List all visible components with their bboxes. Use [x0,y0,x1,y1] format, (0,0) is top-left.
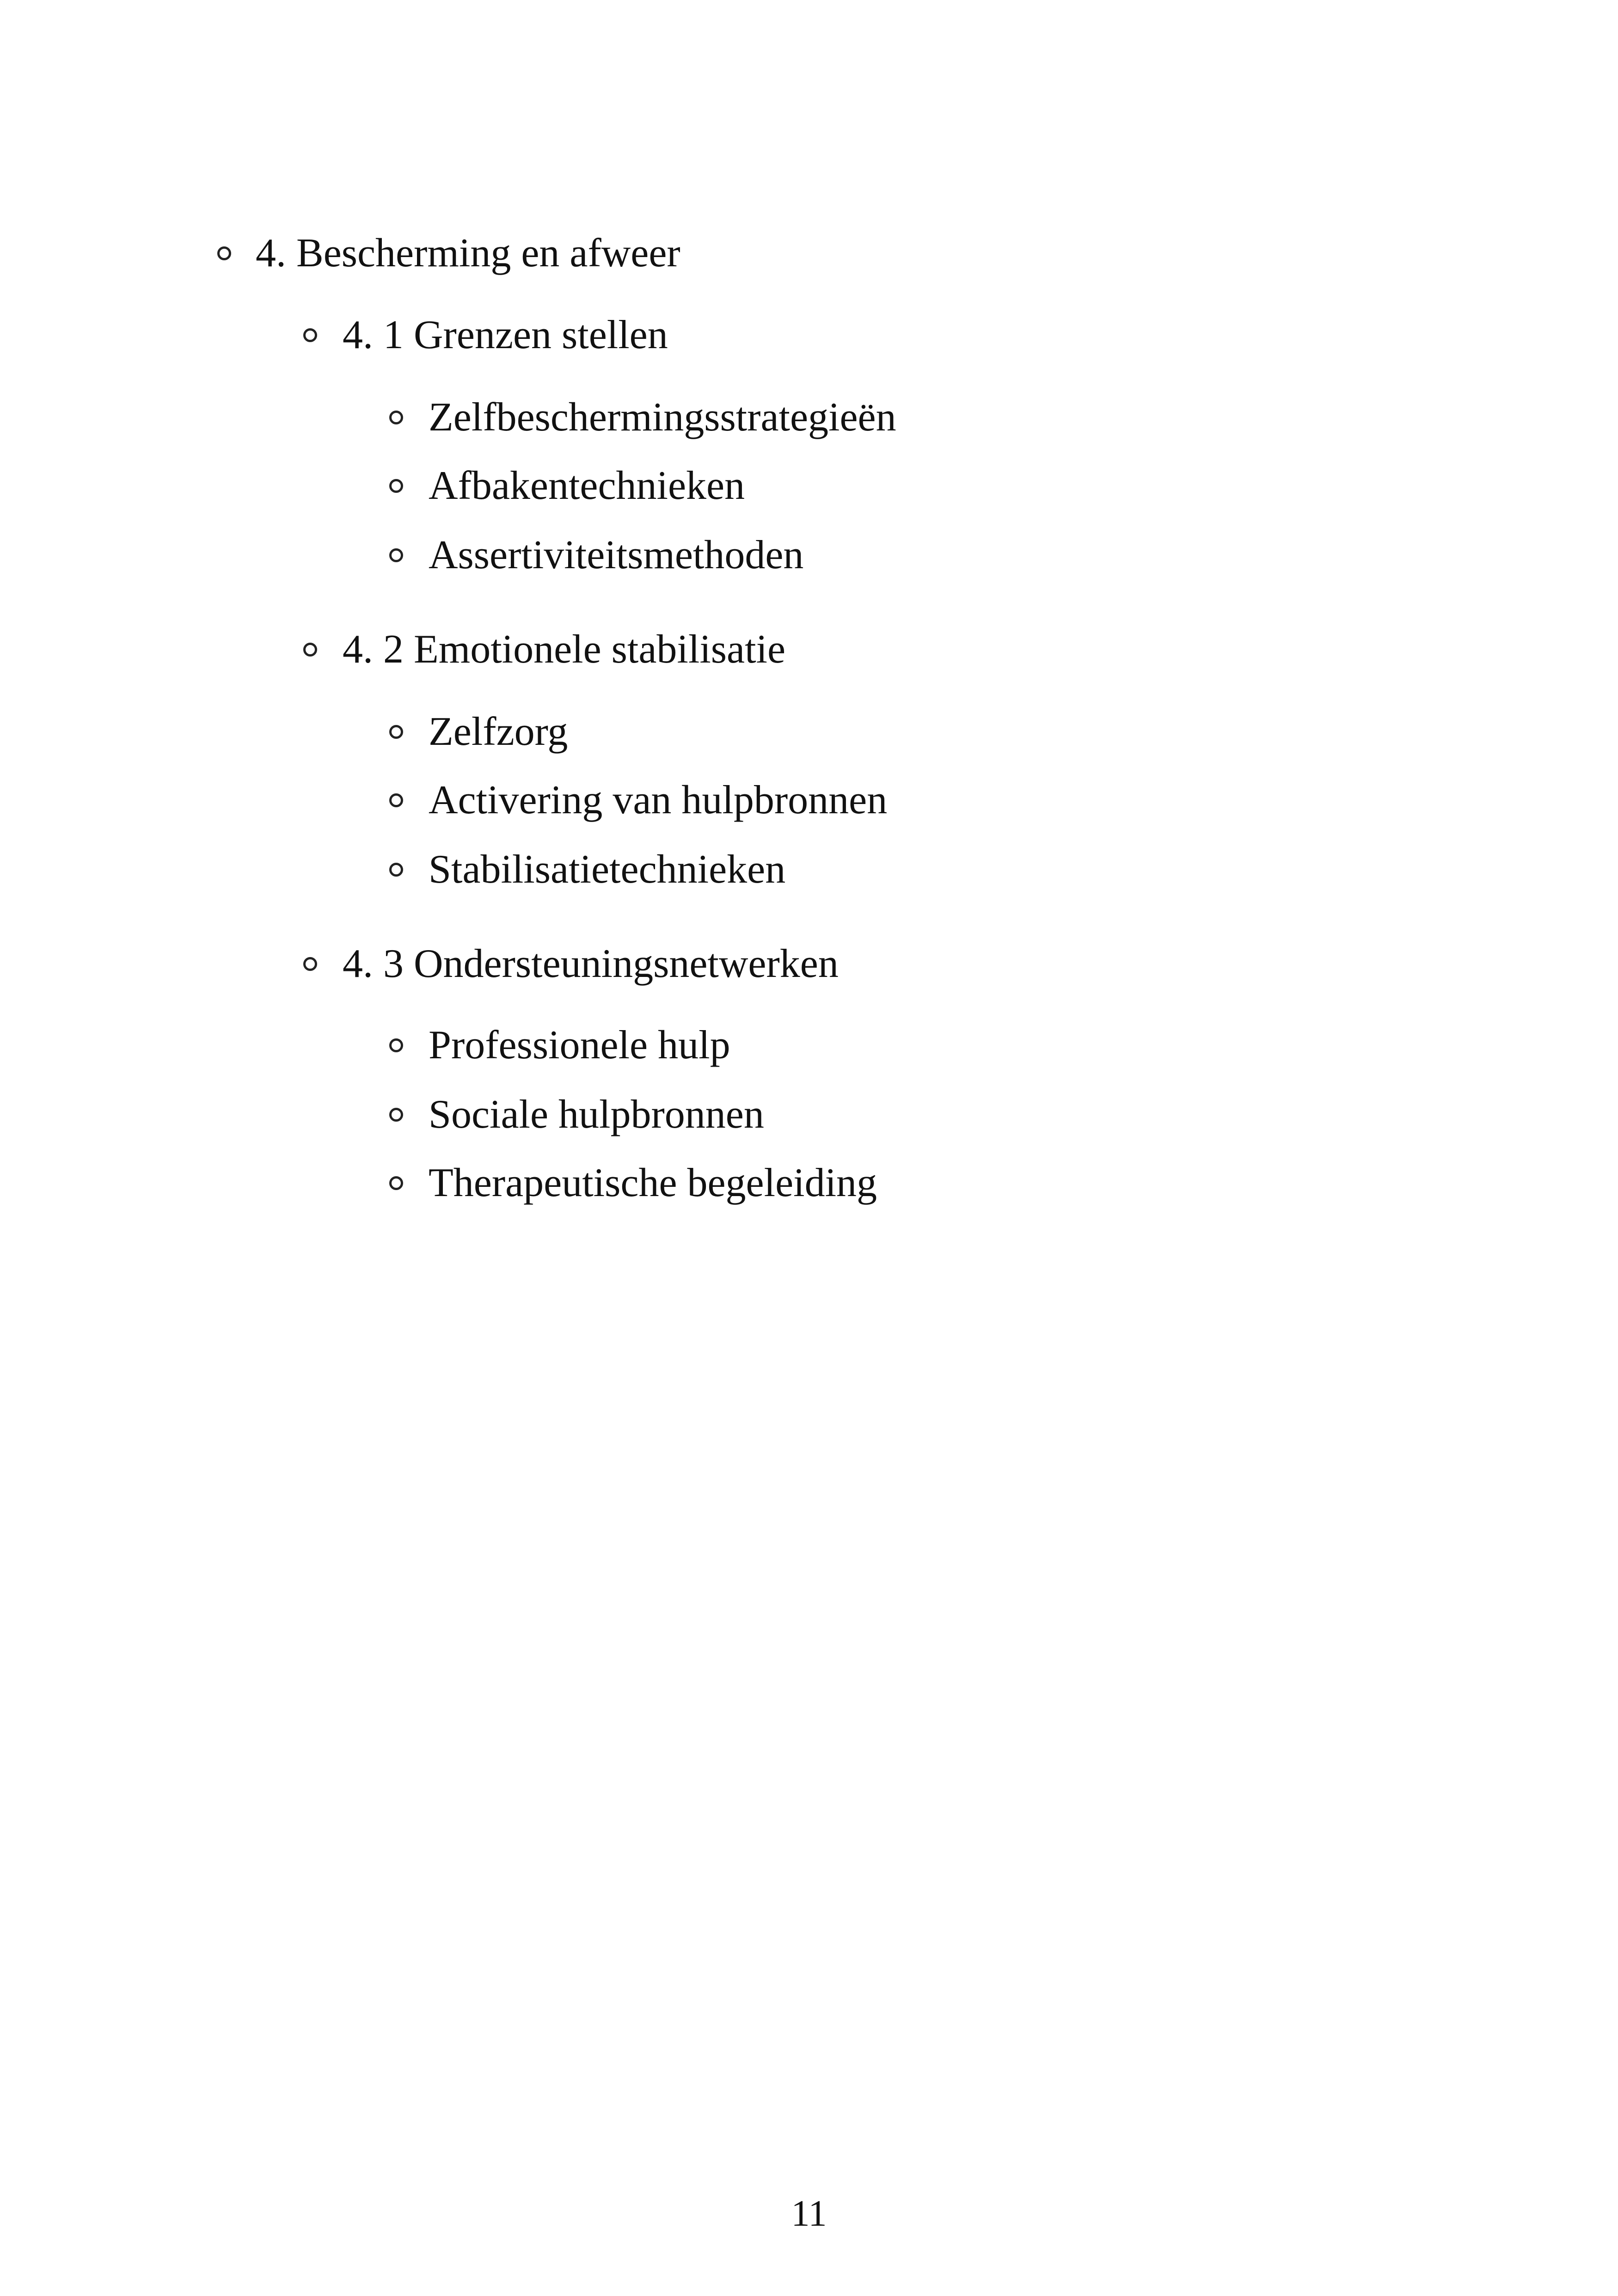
hollow-circle-icon [389,1108,403,1122]
hollow-circle-icon [303,328,317,342]
hollow-circle-icon [389,411,403,424]
list-item: Afbakentechnieken [429,463,745,508]
list-item: Zelfbeschermingsstrategieën [429,395,896,440]
page-number: 11 [791,2193,827,2234]
section-heading: 4. 1 Grenzen stellen [343,313,668,357]
list-item: Activering van hulpbronnen [429,778,888,823]
hollow-circle-icon [389,725,403,739]
hollow-circle-icon [303,643,317,657]
hollow-circle-icon [389,793,403,807]
outline-title: 4. Bescherming en afweer [256,231,680,276]
hollow-circle-icon [389,1038,403,1052]
section-heading: 4. 3 Ondersteuningsnetwerken [343,941,839,986]
hollow-circle-icon [389,863,403,877]
list-item: Stabilisatietechnieken [429,847,786,892]
list-item: Sociale hulpbronnen [429,1092,764,1137]
list-item: Assertiviteitsmethoden [429,533,804,577]
hollow-circle-icon [389,1176,403,1190]
hollow-circle-icon [389,479,403,493]
hollow-circle-icon [217,246,231,260]
section-heading: 4. 2 Emotionele stabilisatie [343,627,786,672]
list-item: Zelfzorg [429,709,568,754]
hollow-circle-icon [303,957,317,971]
list-item: Therapeutische begeleiding [429,1160,877,1205]
list-item: Professionele hulp [429,1023,730,1068]
hollow-circle-icon [389,548,403,562]
